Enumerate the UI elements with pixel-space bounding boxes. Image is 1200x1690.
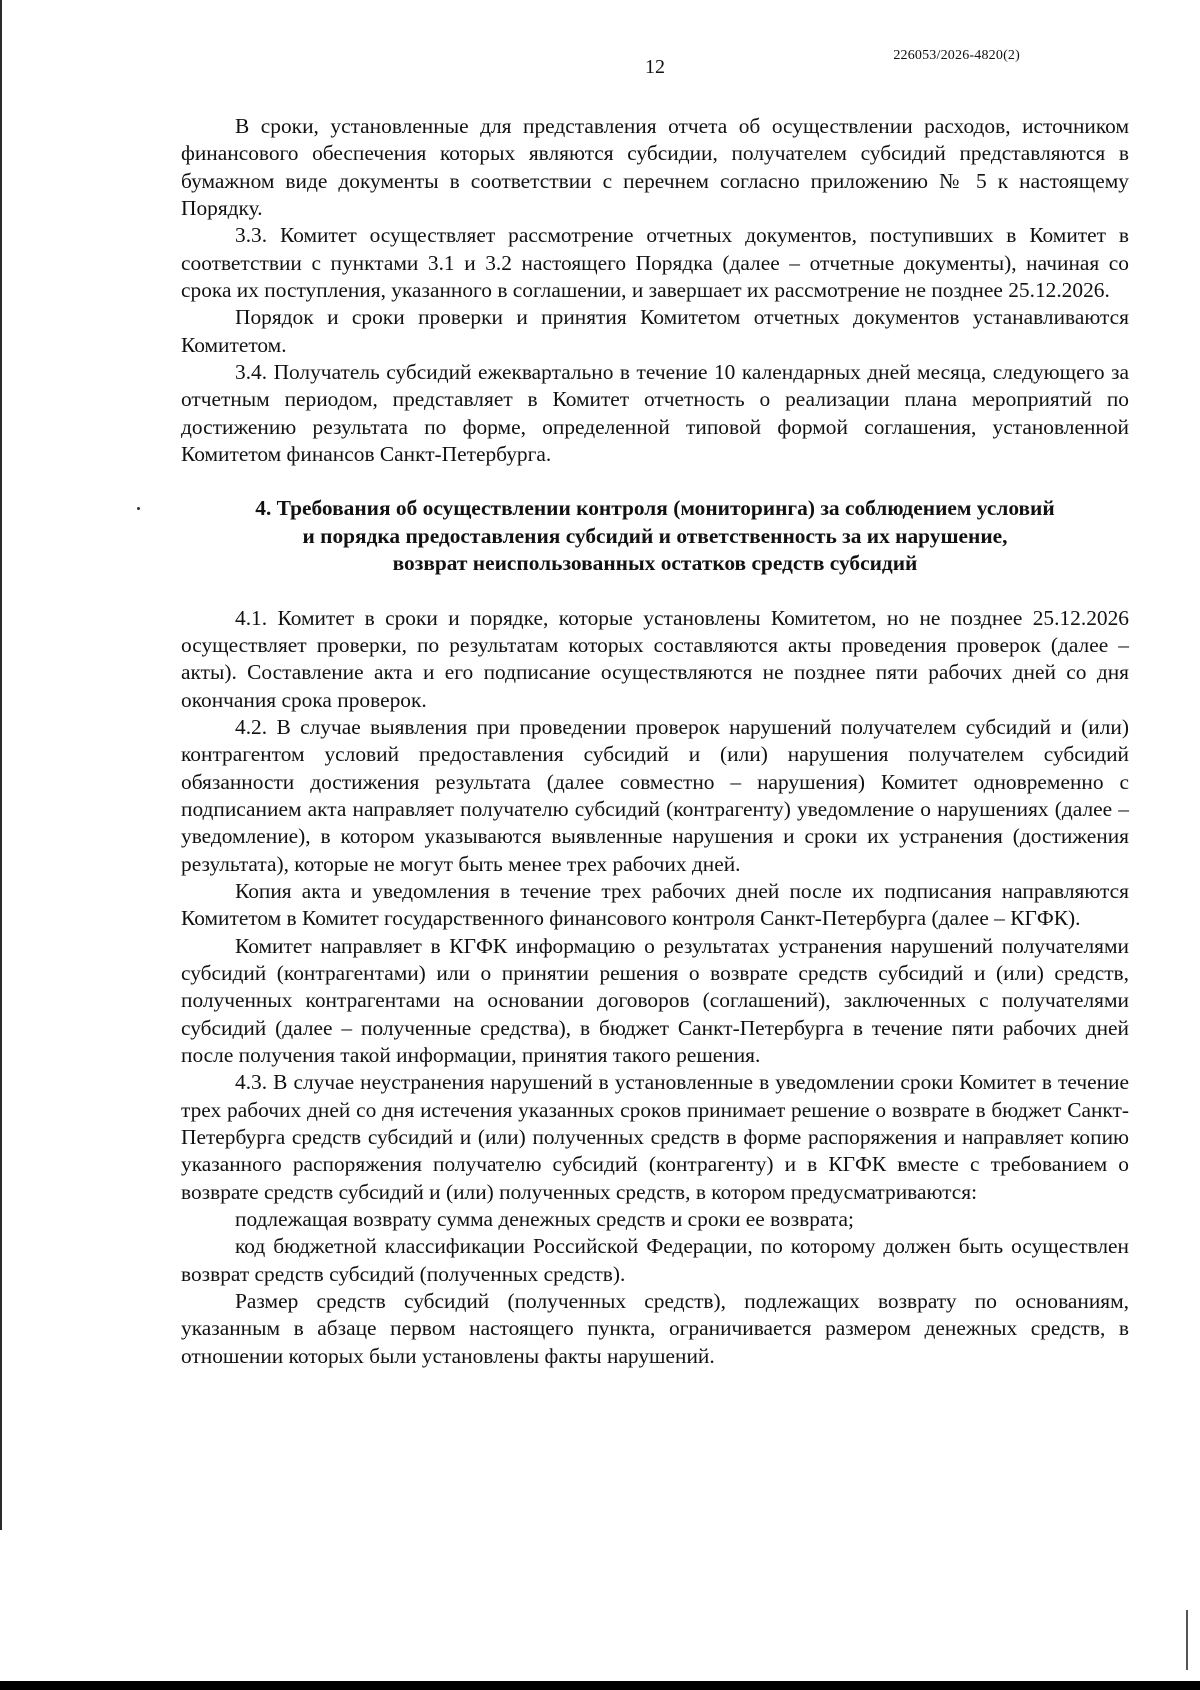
paragraph-4-3: 4.3. В случае неустранения нарушений в установленные в уведомлении сроки Комитет в течение трех рабочих дней со дня истечения указанных сроков принимает решение о возврате в бюджет Санкт-Петербурга средств субсидий и (или) полученных средств в форме распоряжения и направляет копию указанного распоряжения получателю субсидий (контрагенту) и в КГФК вместе с требованием о возврате средств субсидий и (или) полученных средств, в котором предусматриваются: <box>181 1070 1129 1204</box>
scan-edge-bottom <box>0 1681 1200 1690</box>
paragraph: Размер средств субсидий (полученных средств), подлежащих возврату по основаниям, указанным в абзаце первом настоящего пункта, ограничивается размером денежных средств, в отношении которых были установлены факты нарушений. <box>181 1289 1129 1368</box>
list-item: код бюджетной классификации Российской Федерации, по которому должен быть осуществлен возврат средств субсидий (полученных средств). <box>181 1234 1129 1286</box>
scan-speck <box>137 507 140 510</box>
paragraph: Копия акта и уведомления в течение трех рабочих дней после их подписания направляются Комитетом в Комитет государственного финансового контроля Санкт-Петербурга (далее – КГФК). <box>181 878 1129 931</box>
paragraph-4-1: 4.1. Комитет в сроки и порядке, которые установлены Комитетом, но не позднее 25.12.2026 осуществляет проверки, по результатам которых составляются акты проведения проверок (далее – акты). Составление акта и его подписание осуществляются не позднее пяти рабочих дней со дня окончания срока проверок. <box>181 605 1129 712</box>
scan-edge-left <box>0 0 2 1530</box>
list-item: подлежащая возврату сумма денежных средств и сроки ее возврата; <box>235 1207 854 1232</box>
paragraph-3-4: 3.4. Получатель субсидий ежеквартально в течение 10 календарных дней месяца, следующего за отчетным периодом, представляет в Комитет отчетность о реализации плана мероприятий по достижению результата по форме, определенной типовой формой соглашения, установленной Комитетом финансов Санкт-Петербурга. <box>181 360 1129 467</box>
section-heading <box>181 495 1129 577</box>
paragraph: Порядок и сроки проверки и принятия Комитетом отчетных документов устанавливаются Комитетом. <box>181 305 1129 357</box>
paragraph: В сроки, установленные для представления отчета об осуществлении расходов, источником финансового обеспечения которых являются субсидии, получателем субсидий представляются в бумажном виде документы в соответствии с перечнем согласно приложению № 5 к настоящему Порядку. <box>181 114 1129 221</box>
section-heading-line: возврат неиспользованных остатков средств субсидий <box>392 551 918 576</box>
document-body <box>181 113 1129 1370</box>
page-number: 12 <box>645 56 665 78</box>
document-code: 226053/2026-4820(2) <box>893 48 1020 63</box>
section-heading-line: 4. Требования об осуществлении контроля (мониторинга) за соблюдением условий <box>255 496 1055 521</box>
scan-edge-right <box>1186 1610 1188 1670</box>
paragraph-4-2: 4.2. В случае выявления при проведении проверок нарушений получателем субсидий и (или) контрагентом условий предоставления субсидий и (или) нарушения получателем субсидий обязанности достижения результата (далее совместно – нарушения) Комитет одновременно с подписанием акта направляет получателю субсидий (контрагенту) уведомление о нарушениях (далее – уведомление), в котором указываются выявленные нарушения и сроки их устранения (достижения результата), которые не могут быть менее трех рабочих дней. <box>181 714 1129 876</box>
section-heading-line: и порядка предоставления субсидий и ответственность за их нарушение, <box>302 523 1008 548</box>
paragraph: Комитет направляет в КГФК информацию о результатах устранения нарушений получателями субсидий (контрагентами) или о принятии решения о возврате средств субсидий и (или) средств, полученных контрагентами на основании договоров (соглашений), заключенных с получателями субсидий (далее – полученные средства), в бюджет Санкт-Петербурга в течение пяти рабочих дней после получения такой информации, принятия такого решения. <box>181 933 1129 1067</box>
paragraph-3-3: 3.3. Комитет осуществляет рассмотрение отчетных документов, поступивших в Комитет в соответствии с пунктами 3.1 и 3.2 настоящего Порядка (далее – отчетные документы), начиная со срока их поступления, указанного в соглашении, и завершает их рассмотрение не позднее 25.12.2026. <box>181 223 1129 303</box>
